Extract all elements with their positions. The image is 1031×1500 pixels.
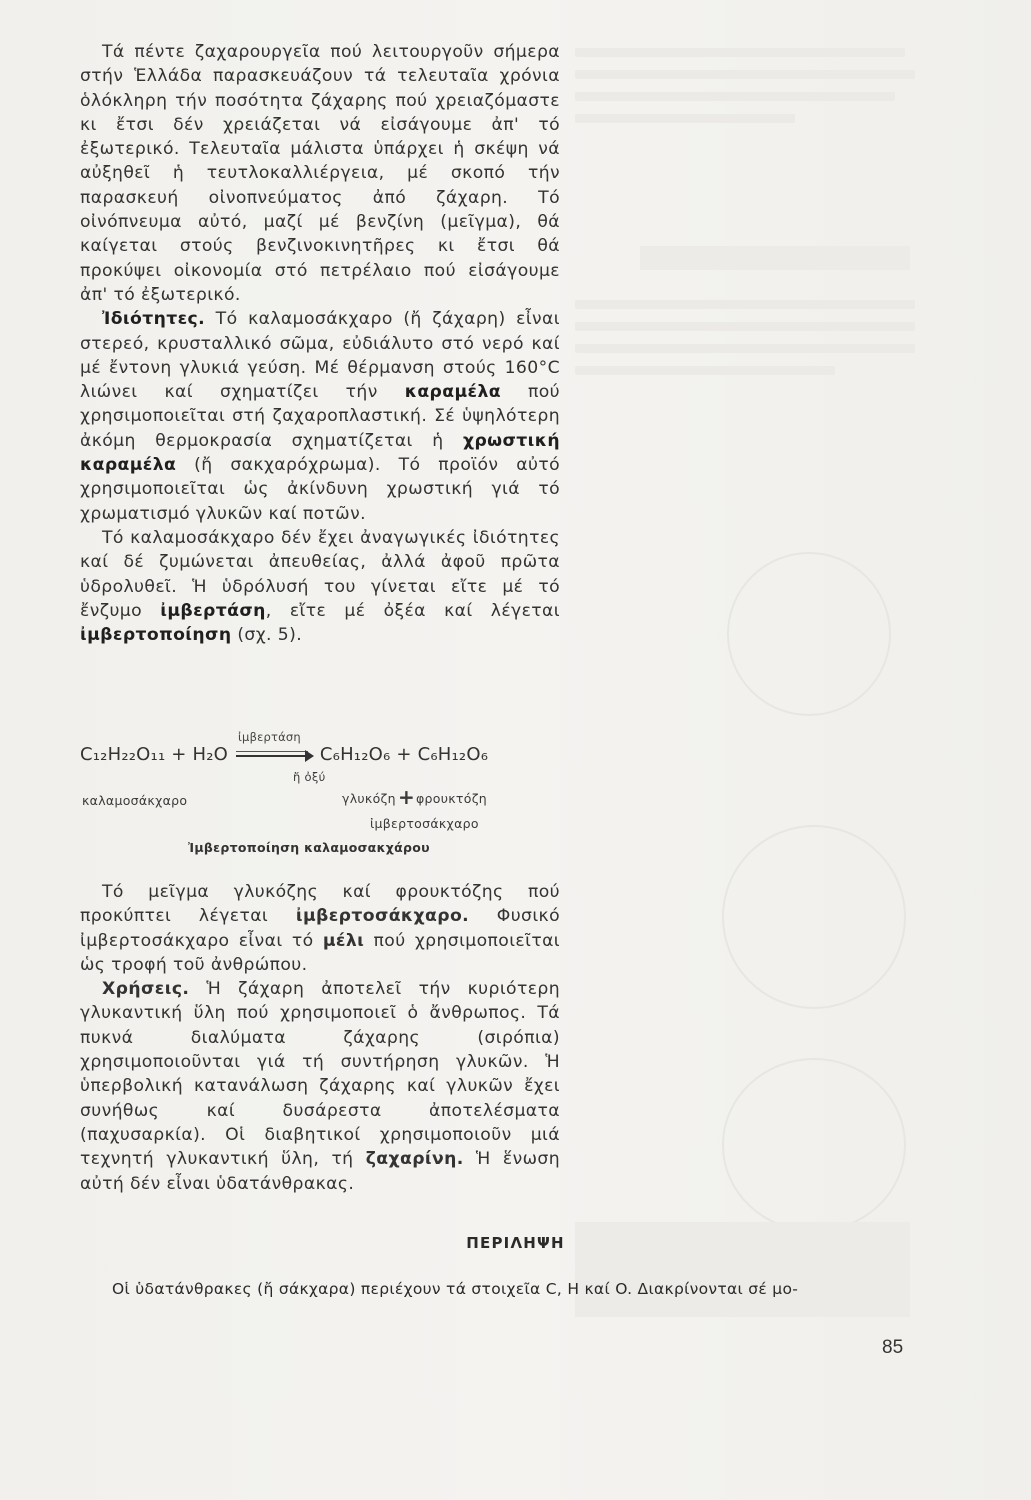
term-invert-sugar: ἰμβερτοσάκχαρο.	[295, 906, 470, 927]
reaction-arrow	[234, 730, 314, 766]
term-caramel: καραμέλα	[404, 382, 501, 403]
bleed-through-circle	[722, 825, 906, 1009]
text-span: (ἤ σακχαρόχρωμα). Τό προϊόν αὐτό χρησιμοποιεῖται ὡς ἀκίνδυνη χρωστική γιά τό χρωματισμό γλυκῶν καί ποτῶν.	[80, 455, 560, 524]
body-text-bottom	[80, 880, 560, 1196]
reactant-water: H₂O	[192, 744, 229, 765]
text-span: Τό καλαμοσάκχαρο (ἤ ζάχαρη) εἶναι στερεό, κρυσταλλικό σῶμα, εὐδιάλυτο στό νερό καί μέ ἔντονη γλυκιά γεύση. Μέ θέρμανση στούς 160°C λιώνει καί σχηματίζει τήν	[80, 309, 560, 403]
product-glucose: C₆H₁₂O₆	[319, 744, 391, 765]
text-span: Ἡ ζάχαρη ἀποτελεῖ τήν κυριότερη γλυκαντική ὕλη πού χρησιμοποιεῖ ὁ ἄνθρωπος. Τά πυκνά διαλύματα ζάχαρης (σιρόπια) χρησιμοποιοῦνται γιά τή συντήρηση γλυκῶν. Ἡ ὑπερβολική κατανάλωση ζάχαρης καί γλυκῶν ἔχει συνήθως καί δυσάρεστα ἀποτελέσματα (παχυσαρκία). Οἱ διαβητικοί χρησιμοποιοῦν μιά τεχνητή γλυκαντική ὕλη, τή	[80, 979, 560, 1170]
arrow-label-invertase: ἰμβερτάση	[237, 730, 301, 744]
reactant-sucrose: C₁₂H₂₂O₁₁	[80, 744, 166, 765]
equation-line	[80, 730, 489, 766]
equation-caption: Ἰμβερτοποίηση καλαμοσακχάρου	[188, 840, 430, 855]
text-span: πού χρησιμοποιεῖται στή ζαχαροπλαστική. Σέ ὑψηλότερη ἀκόμη θερμοκρασία σχηματίζεται ἡ	[80, 382, 560, 451]
paragraph-invert-sugar	[80, 880, 560, 977]
bleed-through-circle	[722, 1058, 906, 1232]
page-number: 85	[882, 1337, 904, 1358]
term-honey: μέλι	[322, 930, 365, 951]
summary-text: Οἱ ὑδατάνθρακες (ἤ σάκχαρα) περιέχουν τά στοιχεῖα C, H καί O. Διακρίνονται σέ μο-	[112, 1280, 799, 1298]
paragraph-properties	[80, 307, 560, 526]
arrow-shaft	[236, 755, 308, 757]
bleed-through-line	[575, 322, 915, 331]
arrow-underline	[236, 751, 308, 752]
text-span: πού χρησιμοποιεῖται ὡς τροφή τοῦ ἀνθρώπου.	[80, 930, 561, 975]
bleed-through-line	[575, 344, 915, 353]
summary-heading: ΠΕΡΙΛΗΨΗ	[466, 1234, 565, 1252]
text-span: , εἴτε μέ ὀξέα καί λέγεται	[265, 600, 560, 621]
bleed-through-line	[575, 366, 835, 375]
bleed-through-line	[575, 92, 895, 101]
product-fructose: C₆H₁₂O₆	[417, 744, 489, 765]
bleed-through-line	[575, 70, 915, 79]
heading-properties: Ἰδιότητες.	[102, 309, 206, 330]
paragraph-hydrolysis	[80, 526, 560, 647]
term-inversion: ἰμβερτοποίηση	[80, 625, 232, 646]
arrow-head-icon	[305, 750, 314, 762]
term-invertase: ἰμβερτάση	[160, 600, 266, 621]
label-glucose: γλυκόζη	[342, 791, 396, 806]
bleed-through-line	[575, 48, 905, 57]
label-invert-sugar: ἰμβερτοσάκχαρο	[370, 816, 479, 831]
bleed-through-line	[575, 300, 915, 309]
label-plus: +	[398, 785, 416, 809]
paragraph-uses	[80, 977, 560, 1196]
paragraph-sugar-factories: Τά πέντε ζαχαρουργεῖα πού λειτουργοῦν σήμερα στήν Ἑλλάδα παρασκευάζουν τά τελευταῖα χρόνια ὁλόκληρη τήν ποσότητα ζάχαρης πού χρειαζόμαστε κι ἔτσι δέν χρειάζεται νά εἰσάγουμε ἀπ' τό ἐξωτερικό. Τελευταῖα μάλιστα ὑπάρχει ἡ σκέψη νά αὐξηθεῖ ἡ τευτλοκαλλιέργεια, μέ σκοπό τήν παρασκευή οἰνοπνεύματος ἀπό ζάχαρη. Τό οἰνόπνευμα αὐτό, μαζί μέ βενζίνη (μεῖγμα), θά καίγεται στούς βενζινοκινητῆρες κι ἔτσι θά προκύψει οἰκονομία στό πετρέλαιο πού εἰσάγουμε ἀπ' τό ἐξωτερικό.	[80, 42, 560, 305]
text-span: Τό καλαμοσάκχαρο δέν ἔχει ἀναγωγικές ἰδιότητες καί δέ ζυμώνεται ἀπευθείας, ἀλλά ἀφοῦ πρῶτα ὑδρολυθεῖ. Ἡ ὑδρόλυσή του γίνεται εἴτε μέ τό ἔνζυμο	[80, 527, 560, 621]
text-span: Τό μεῖγμα γλυκόζης καί φρουκτόζης πού προκύπτει λέγεται	[80, 882, 560, 927]
arrow-label-acid: ἤ ὀξύ	[293, 770, 326, 784]
text-span: (σχ. 5).	[231, 625, 303, 646]
bleed-through-band	[640, 246, 910, 270]
plus-sign: +	[390, 744, 418, 765]
term-coloring-caramel: χρωστική καραμέλα	[80, 430, 560, 476]
equation-inversion	[80, 732, 570, 862]
text-span: Ἡ ἕνωση αὐτή δέν εἶναι ὑδατάνθρακας.	[80, 1149, 560, 1194]
plus-sign: +	[165, 744, 193, 765]
text-span: Φυσικό ἰμβερτοσάκχαρο εἶναι τό	[80, 906, 560, 951]
bleed-through-line	[575, 114, 795, 123]
body-text-top	[80, 40, 560, 647]
term-saccharin: ζαχαρίνη.	[365, 1149, 464, 1170]
heading-uses: Χρήσεις.	[102, 979, 190, 1000]
bleed-through-circle	[727, 552, 891, 716]
label-fructose: φρουκτόζη	[416, 791, 488, 806]
label-sucrose: καλαμοσάκχαρο	[82, 793, 188, 808]
